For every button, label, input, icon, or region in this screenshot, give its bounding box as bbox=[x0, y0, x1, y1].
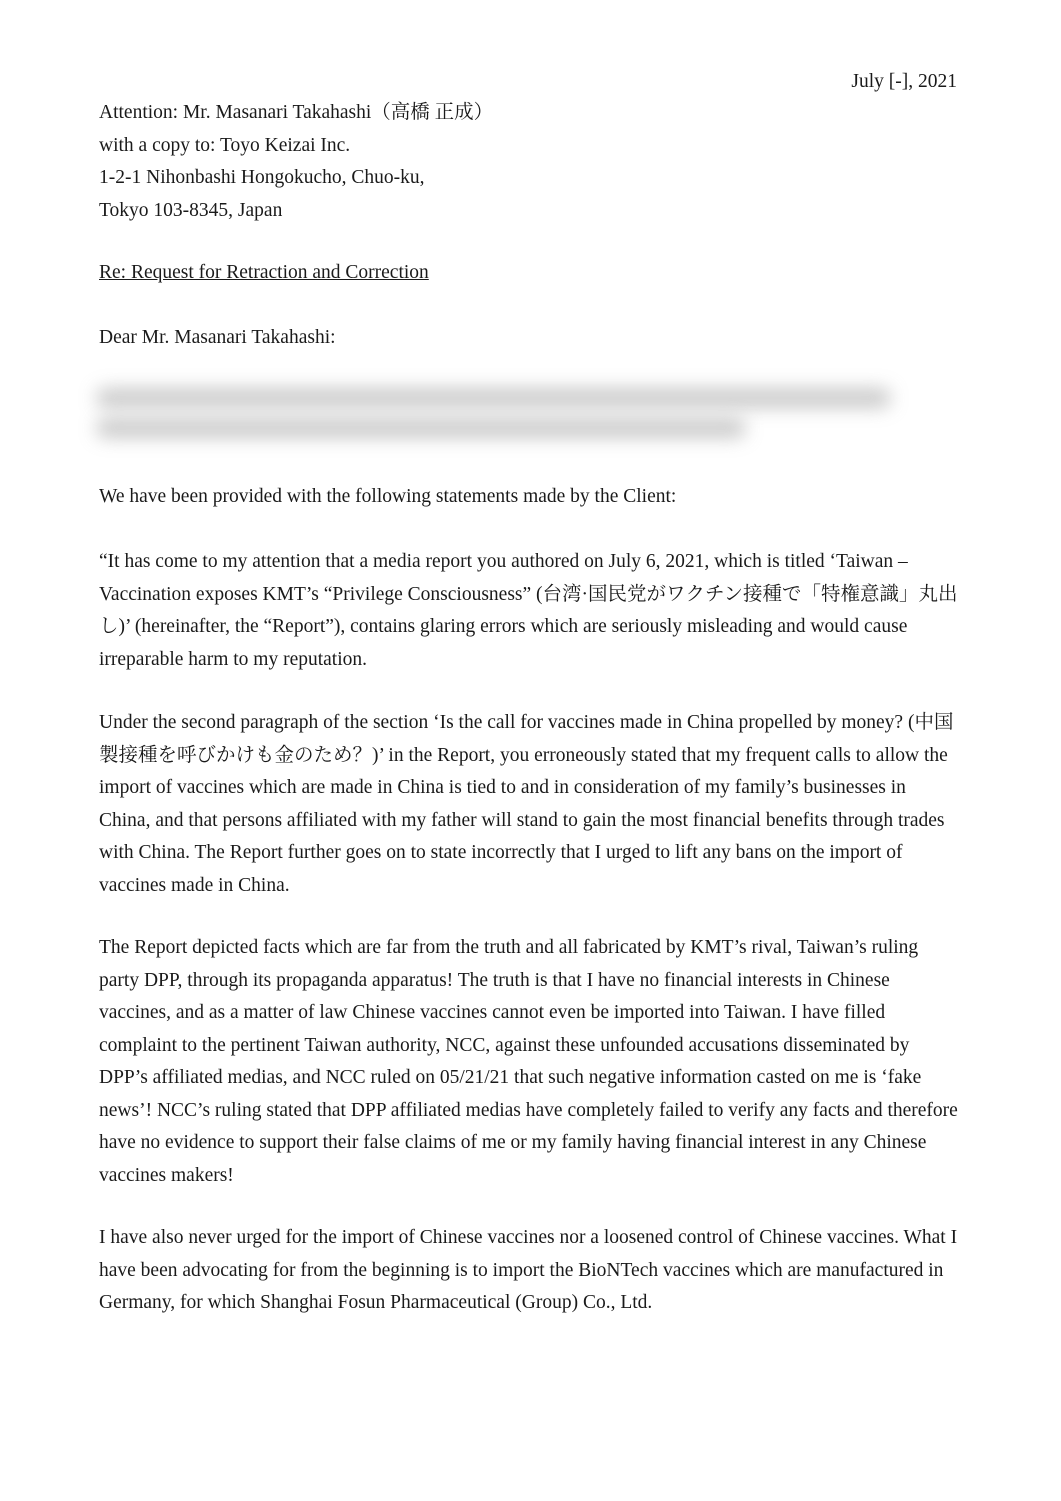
redacted-text-block bbox=[96, 384, 896, 448]
street-address-line: 1-2-1 Nihonbashi Hongokucho, Chuo-ku, bbox=[99, 167, 425, 188]
body-paragraph-3 bbox=[99, 932, 961, 1192]
attention-line: Attention: Mr. Masanari Takahashi（高橋 正成） bbox=[99, 102, 494, 123]
paragraph-text: “It has come to my attention that a media report you authored on July 6, 2021, which is titled ‘Taiwan – Vaccination exposes KMT’s “Privilege Consciousness” (台湾·国民党がワクチン接種で「特権意識」丸出し)’ (hereinafter, the “Report”), contains glaring errors which are seriously misleading and would cause irreparable harm to my reputation. bbox=[99, 551, 958, 670]
redaction-bar bbox=[96, 388, 891, 408]
body-paragraph-1 bbox=[99, 546, 961, 676]
copy-to-line: with a copy to: Toyo Keizai Inc. bbox=[99, 134, 351, 156]
intro-text: We have been provided with the following statements made by the Client: bbox=[99, 486, 677, 507]
paragraph-text: Under the second paragraph of the section ‘Is the call for vaccines made in China propelled by money? (中国製接種を呼びかけも金のため？)’ in the Report, you erroneously stated that my frequent calls to allow the import of vaccines which are made in China is tied to and in consideration of my family’s businesses in China, and that persons affiliated with my father will stand to gain the most financial benefits through trades with China. The Report further goes on to state incorrectly that I urged to lift any bans on the import of vaccines made in China. bbox=[99, 712, 954, 896]
paragraph-text: The Report depicted facts which are far from the truth and all fabricated by KMT’s rival, Taiwan’s ruling party DPP, through its propaganda apparatus! The truth is that I have no financial interests in Chinese vaccines, and as a matter of law Chinese vaccines cannot even be imported into Taiwan. I have filled complaint to the pertinent Taiwan authority, NCC, against these unfounded accusations disseminated by DPP’s affiliated medias, and NCC ruled on 05/21/21 that such negative information casted on me is ‘fake news’! NCC’s ruling stated that DPP affiliated medias have completely failed to verify any facts and therefore have no evidence to support their false claims of me or my family having financial interest in any Chinese vaccines makers! bbox=[99, 937, 958, 1186]
paragraph-text: I have also never urged for the import of Chinese vaccines nor a loosened control of Chinese vaccines. What I have been advocating for from the beginning is to import the BioNTech vaccines which are manufactured in Germany, for which Shanghai Fosun Pharmaceutical (Group) Co., Ltd. bbox=[99, 1227, 958, 1313]
salutation: Dear Mr. Masanari Takahashi: bbox=[99, 327, 336, 348]
city-address-line: Tokyo 103-8345, Japan bbox=[99, 199, 283, 221]
letter-date: July [-], 2021 bbox=[851, 71, 957, 92]
subject-line: Re: Request for Retraction and Correction bbox=[99, 262, 429, 283]
body-paragraph-4 bbox=[99, 1222, 961, 1320]
redaction-bar bbox=[96, 418, 746, 438]
recipient-address-block bbox=[99, 97, 959, 227]
intro-paragraph bbox=[99, 481, 959, 514]
body-paragraph-2 bbox=[99, 707, 961, 902]
